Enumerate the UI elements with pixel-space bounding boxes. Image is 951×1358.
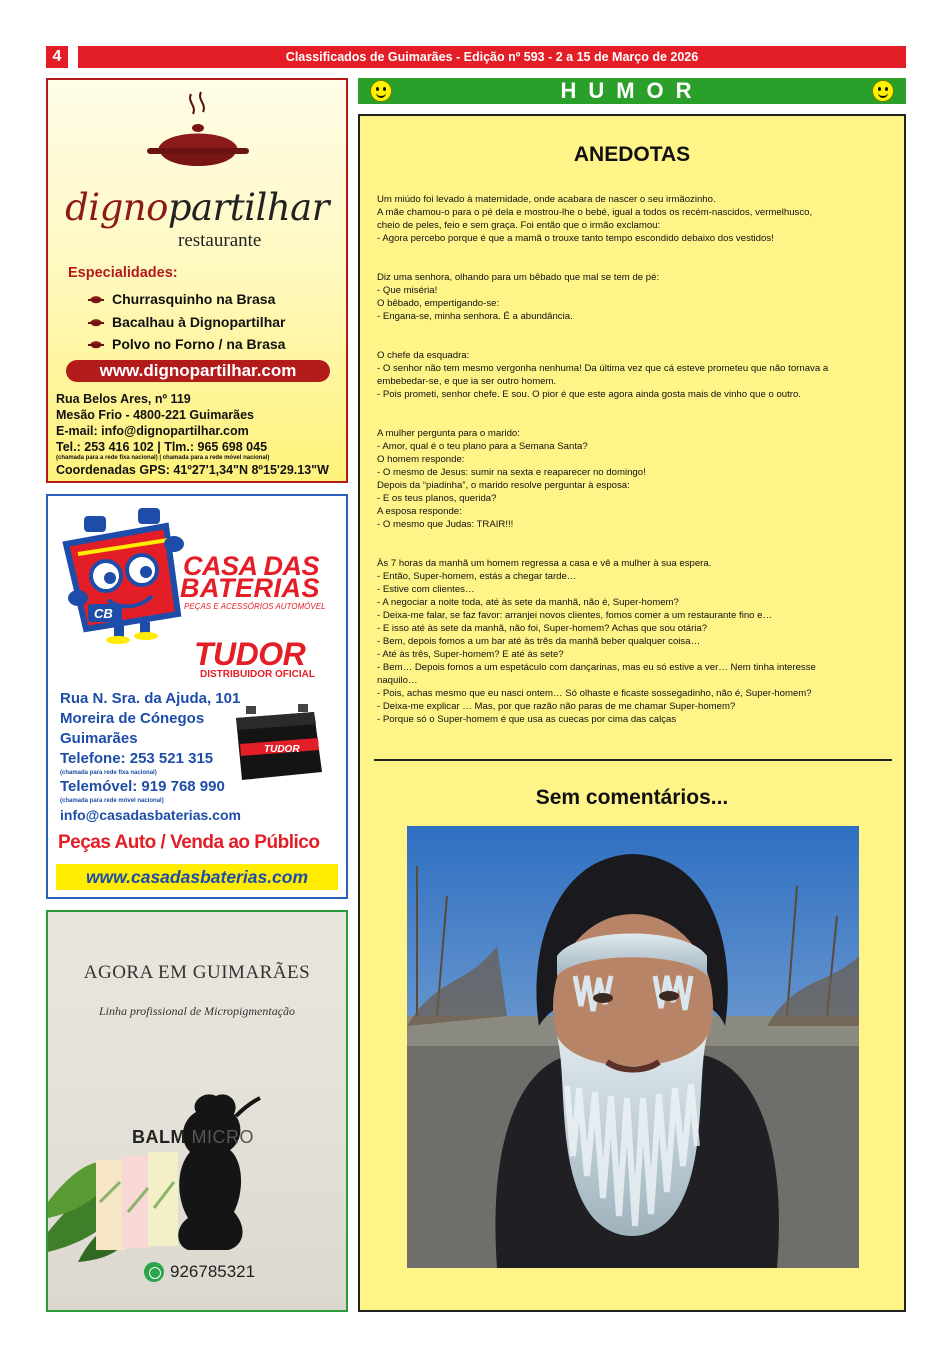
brand-part2: partilhar — [167, 186, 329, 229]
joke-line: - Bem… Depois fomos a um espetáculo com dançarinas, mas eu só estive a ver… Nem tinha interesse — [377, 662, 816, 673]
pot-bullet-icon — [88, 294, 104, 304]
joke-line: - Estive com clientes… — [377, 584, 475, 595]
battery-label: TUDOR — [264, 744, 300, 755]
humor-box — [358, 114, 906, 1312]
cooking-pot-logo-icon — [143, 90, 253, 182]
brand-wordmark — [48, 186, 346, 229]
whatsapp-icon — [144, 1262, 164, 1282]
joke-paragraph — [377, 557, 891, 726]
joke-line: - Deixa-me explicar … Mas, por que razão não paras de me chamar Super-homem? — [377, 701, 736, 712]
joke-line: - Engana-se, minha senhora. É a abundância. — [377, 311, 573, 322]
publication-header: Classificados de Guimarães - Edição nº 593 - 2 a 15 de Março de 2026 — [78, 46, 906, 68]
pot-bullet-icon — [88, 317, 104, 327]
balm-brand-bold: BALM — [132, 1127, 186, 1147]
joke-line: - O mesmo de Jesus: sumir na sexta e reaparecer no domingo! — [377, 467, 646, 478]
logo-tagline: PEÇAS E ACESSÓRIOS AUTOMÓVEL — [184, 602, 326, 611]
brand-subtitle: restaurante — [178, 230, 262, 251]
address-line: Moreira de Cónegos — [60, 710, 205, 727]
joke-line: - E os teus planos, querida? — [377, 493, 497, 504]
joke-line: - Porque só o Super-homem é que usa as cuecas por cima das calças — [377, 714, 677, 725]
tudor-subtitle: DISTRIBUIDOR OFICIAL — [200, 669, 315, 680]
casadasbaterias-website-link[interactable]: www.casadasbaterias.com — [56, 864, 338, 890]
promo-text: Peças Auto / Venda ao Público — [58, 832, 320, 853]
frozen-beard-man-photo — [407, 826, 859, 1268]
joke-line: cheio de peles, feio e sem graça. Foi então que o irmão exclamou: — [377, 220, 661, 231]
dignopartilhar-website-link[interactable]: www.dignopartilhar.com — [66, 360, 330, 382]
divider — [374, 759, 892, 761]
joke-line: naquilo… — [377, 675, 418, 686]
humor-section-header — [358, 78, 906, 104]
joke-line: O chefe da esquadra: — [377, 350, 470, 361]
mobile-number: Telemóvel: 919 768 990 — [60, 778, 225, 795]
joke-line: Diz uma senhora, olhando para um bêbado que mal se tem de pé: — [377, 272, 660, 283]
joke-line: - Deixa-me falar, se faz favor: arranjei novos clientes, fomos comer a um restaurante fino e… — [377, 610, 773, 621]
specialty-item: Polvo no Forno / na Brasa — [88, 333, 285, 356]
address-line: Guimarães — [60, 730, 138, 747]
joke-line: - Agora percebo porque é que a mamã o trouxe tanto tempo escondido debaixo dos vestidos! — [377, 233, 774, 244]
logo-title-line2: BATERIAS — [180, 573, 321, 603]
address-line: Mesão Frio - 4800-221 Guimarães — [56, 408, 255, 422]
pot-bullet-icon — [88, 339, 104, 349]
balm-phone-number: 926785321 — [170, 1262, 256, 1281]
smiley-icon — [872, 80, 894, 102]
joke-line: A mulher pergunta para o marido: — [377, 428, 520, 439]
gps-coordinates: Coordenadas GPS: 41º27'1,34"N 8º15'29.13"W — [56, 463, 329, 477]
car-battery-icon — [226, 704, 326, 786]
joke-line: - Pois, achas mesmo que eu nasci ontem… Só olhaste e ficaste sossegadinho, não é, Super-homem? — [377, 688, 812, 699]
joke-line: - Então, Super-homem, estás a chegar tarde… — [377, 571, 577, 582]
phone-note: (chamada para rede fixa nacional) — [60, 770, 157, 776]
specialties-title: Especialidades: — [68, 265, 178, 281]
balm-title: AGORA EM GUIMARÃES — [83, 962, 311, 983]
joke-line: Depois da “piadinha”, o marido resolve perguntar à esposa: — [377, 480, 630, 491]
joke-line: - Bem, depois fomos a um bar até às três da manhã beber qualquer coisa… — [377, 636, 701, 647]
phone-numbers: Tel.: 253 416 102 | Tlm.: 965 698 045 — [56, 440, 268, 454]
tudor-logo: TUDOR — [194, 636, 306, 672]
joke-paragraph — [377, 349, 891, 401]
joke-line: A esposa responde: — [377, 506, 462, 517]
joke-line: - A negociar a noite toda, até às sete da manhã, não é, Super-homem? — [377, 597, 679, 608]
joke-line: - E isso até às sete da manhã, não foi, Super-homem? Achas que sou otária? — [377, 623, 708, 634]
joke-line: - O mesmo que Judas: TRAIR!!! — [377, 519, 514, 530]
jokes-list — [377, 193, 891, 752]
balm-brand-thin: MICRO — [191, 1127, 255, 1147]
joke-line: Um miúdo foi levado à maternidade, onde acabara de nascer o seu irmãozinho. — [377, 194, 716, 205]
address-line: Rua Belos Ares, nº 119 — [56, 392, 191, 406]
joke-paragraph — [377, 427, 891, 531]
specialty-item: Bacalhau à Dignopartilhar — [88, 311, 285, 334]
joke-line: O homem responde: — [377, 454, 465, 465]
email-link[interactable]: E-mail: info@dignopartilhar.com — [56, 424, 249, 438]
joke-line: - O senhor não tem mesmo vergonha nenhuma! Da última vez que cá esteve prometeu que não tornava a — [377, 363, 829, 374]
joke-line: - Amor, qual é o teu plano para a Semana Santa? — [377, 441, 588, 452]
logo-title-line1: CASA DAS — [183, 551, 320, 581]
phone-note: (chamada para a rede fixa nacional) | chamada para a rede móvel nacional) — [56, 455, 270, 461]
page-number: 4 — [46, 46, 68, 68]
joke-line: embebedar-se, e que ia ser outro homem. — [377, 376, 557, 387]
joke-paragraph — [377, 271, 891, 323]
ad-balm-micro[interactable] — [46, 910, 348, 1312]
joke-line: Às 7 horas da manhã um homem regressa a casa e vê a mulher à sua espera. — [377, 558, 712, 569]
dignopartilhar-contacts — [56, 391, 329, 478]
joke-line: - Que miséria! — [377, 285, 438, 296]
specialty-item: Churrasquinho na Brasa — [88, 288, 285, 311]
address-line: Rua N. Sra. da Ajuda, 101 — [60, 690, 241, 707]
joke-line: - Até às três, Super-homem? E até às sete? — [377, 649, 564, 660]
anedotas-title: ANEDOTAS — [573, 143, 691, 166]
specialties-list — [88, 288, 285, 356]
phone-number: Telefone: 253 521 315 — [60, 750, 214, 767]
smiley-icon — [370, 80, 392, 102]
cb-badge: CB — [94, 606, 113, 621]
joke-line: O bêbado, empertigando-se: — [377, 298, 500, 309]
mobile-note: (chamada para rede móvel nacional) — [60, 798, 164, 804]
ad-casadasbaterias[interactable] — [46, 494, 348, 899]
section-title: HUMOR — [560, 78, 704, 103]
email-link[interactable]: info@casadasbaterias.com — [60, 807, 241, 823]
brand-part1: digno — [65, 186, 168, 229]
joke-paragraph — [377, 193, 891, 245]
balm-subtitle: Linha profissional de Micropigmentação — [98, 1004, 296, 1018]
joke-line: A mãe chamou-o para o pé dela e mostrou-lhe o bebé, igual a todos os recém-nascidos, vermelhusco, — [377, 207, 813, 218]
balm-wordmark — [132, 1127, 254, 1148]
ad-dignopartilhar[interactable] — [46, 78, 348, 483]
casadasbaterias-contacts — [60, 689, 241, 825]
joke-line: - Pois prometi, senhor chefe. E sou. O pior é que este agora ainda gosta mais de vinho que o outro. — [377, 389, 801, 400]
photo-title: Sem comentários... — [535, 786, 729, 809]
balm-phone[interactable] — [144, 1262, 255, 1282]
